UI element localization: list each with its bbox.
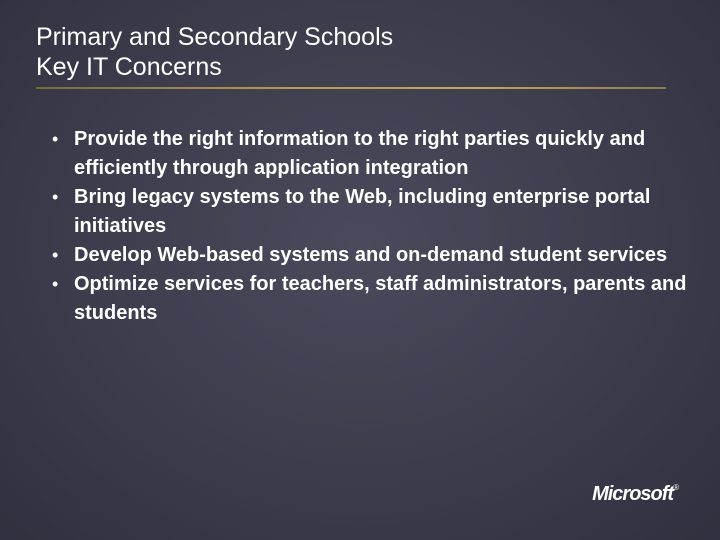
bullet-dot-icon: • <box>52 274 59 294</box>
bullet-list <box>52 125 716 328</box>
bullet-dot-icon: • <box>52 245 59 265</box>
slide-title-line-1: Primary and Secondary Schools <box>36 23 394 51</box>
microsoft-logo <box>592 483 678 506</box>
bullet-item <box>52 241 716 270</box>
title-divider <box>36 87 666 89</box>
bullet-item <box>52 125 716 183</box>
bullet-item <box>52 270 716 328</box>
logo-wordmark: Microsoft <box>592 483 674 505</box>
bullet-text: Optimize services for teachers, staff administrators, parents and students <box>74 273 687 324</box>
bullet-dot-icon: • <box>52 187 59 207</box>
bullet-text: Provide the right information to the right parties quickly and efficiently through application integration <box>74 128 646 179</box>
bullet-text: Bring legacy systems to the Web, including enterprise portal initiatives <box>74 186 651 237</box>
slide-title <box>36 22 393 82</box>
bullet-dot-icon: • <box>52 129 59 149</box>
registered-mark: ® <box>673 483 678 492</box>
slide-title-line-2: Key IT Concerns <box>36 53 222 81</box>
bullet-item <box>52 183 716 241</box>
bullet-text: Develop Web-based systems and on-demand student services <box>74 244 668 266</box>
